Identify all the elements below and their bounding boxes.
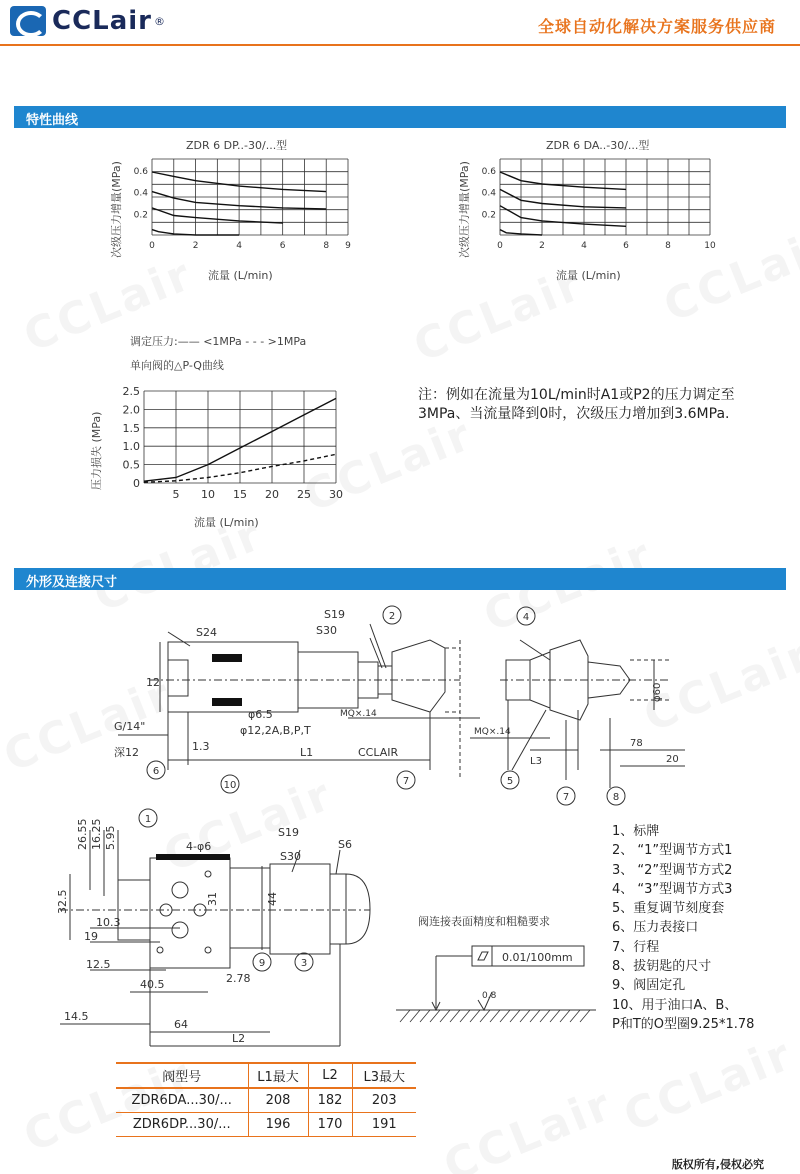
registered-mark: ® bbox=[154, 14, 166, 28]
table-cell: 191 bbox=[352, 1112, 416, 1136]
logo-text: CCLair bbox=[52, 6, 153, 36]
y-tick-label: 0 bbox=[133, 477, 140, 490]
x-tick-label: 15 bbox=[233, 488, 247, 501]
end-view-drawing bbox=[470, 600, 690, 810]
y-tick-label: 2.0 bbox=[122, 403, 140, 417]
page-header bbox=[0, 0, 800, 46]
y-tick-label: 0.5 bbox=[122, 458, 140, 472]
dim-label: 深12 bbox=[114, 746, 139, 759]
x-tick-label: 25 bbox=[297, 488, 311, 501]
dim-label: 4-φ6 bbox=[186, 840, 212, 853]
legend-item: 2、 “1”型调节方式1 bbox=[612, 843, 733, 859]
brand-logo bbox=[10, 6, 165, 36]
logo-icon bbox=[10, 6, 46, 36]
dim-label: S19 bbox=[278, 826, 299, 839]
chart-check-valve bbox=[110, 385, 350, 510]
dim-label: G/14" bbox=[114, 720, 146, 733]
x-tick-label: 10 bbox=[201, 488, 215, 501]
watermark bbox=[617, 1029, 800, 1143]
section-bar-dimensions bbox=[14, 568, 786, 590]
callout-2: 2 bbox=[388, 611, 396, 622]
section-title: 外形及连接尺寸 bbox=[26, 575, 118, 590]
section-title: 特性曲线 bbox=[26, 113, 79, 128]
x-tick-label: 4 bbox=[581, 241, 587, 251]
table-header-row bbox=[116, 1064, 416, 1088]
legend-item: P和T的O型圈9.25*1.78 bbox=[612, 1016, 755, 1032]
chart-legend: 调定压力:—— <1MPa - - - >1MPa bbox=[130, 335, 307, 348]
y-tick-label: 1.5 bbox=[122, 421, 140, 435]
watermark bbox=[437, 1079, 620, 1174]
table-cell: 203 bbox=[352, 1088, 416, 1112]
x-tick-label: 2 bbox=[539, 241, 545, 251]
dim-label: 19 bbox=[84, 930, 98, 943]
surface-title: 阀连接表面精度和粗糙要求 bbox=[418, 915, 550, 928]
legend-item: 3、 “2”型调节方式2 bbox=[612, 862, 733, 878]
dim-label: 20 bbox=[666, 754, 679, 765]
dim-label: L3 bbox=[530, 756, 542, 767]
callout-7: 7 bbox=[562, 792, 570, 803]
dim-label: S6 bbox=[338, 838, 352, 851]
legend-item: 9、阀固定孔 bbox=[612, 978, 686, 994]
dimension-table bbox=[116, 1064, 416, 1137]
chart-dp bbox=[130, 155, 370, 255]
x-tick-label: 20 bbox=[265, 488, 279, 501]
legend-item: 10、用于油口A、B、 bbox=[612, 997, 738, 1013]
dim-label: MQ×.14 bbox=[474, 727, 511, 737]
tolerance-value: 0.01/100mm bbox=[502, 951, 573, 964]
x-tick-label: 6 bbox=[279, 241, 286, 251]
table-cell: ZDR6DA...30/... bbox=[116, 1088, 248, 1112]
copyright: 版权所有,侵权必究 bbox=[671, 1158, 764, 1171]
y-tick-label: 1.0 bbox=[122, 440, 140, 454]
x-tick-label: 6 bbox=[623, 241, 629, 251]
legend-item: 7、行程 bbox=[612, 939, 660, 955]
x-tick-label: 4 bbox=[236, 241, 242, 251]
callout-10: 10 bbox=[223, 780, 237, 791]
dim-label: 5.95 bbox=[104, 825, 117, 850]
dim-label: 31 bbox=[206, 892, 219, 906]
y-axis-label: 次级压力增量(MPa) bbox=[110, 161, 123, 258]
table-cell: 196 bbox=[248, 1112, 308, 1136]
dim-label: 12 bbox=[146, 676, 160, 689]
legend-item: 1、标牌 bbox=[612, 824, 660, 839]
x-tick-label: 0 bbox=[149, 241, 155, 251]
x-tick-label: 2 bbox=[192, 241, 199, 251]
y-tick-label: 0.2 bbox=[133, 210, 148, 221]
x-axis-label: 流量 (L/min) bbox=[208, 269, 273, 282]
dim-label: 26.55 bbox=[76, 818, 89, 850]
slogan: 全球自动化解决方案服务供应商 bbox=[537, 17, 776, 36]
table-row bbox=[116, 1088, 416, 1112]
callout-3: 3 bbox=[300, 958, 308, 969]
surface-requirement bbox=[396, 910, 596, 1030]
dim-label: L1 bbox=[300, 746, 314, 759]
table-cell: 182 bbox=[308, 1088, 352, 1112]
dim-label: S24 bbox=[196, 626, 217, 639]
dim-label: 40.5 bbox=[140, 978, 165, 991]
y-tick-label: 0.4 bbox=[481, 188, 496, 199]
table-header-cell: L2 bbox=[308, 1064, 352, 1088]
chart-title: ZDR 6 DP..-30/...型 bbox=[186, 139, 288, 152]
section-bar-curves bbox=[14, 106, 786, 128]
callout-8: 8 bbox=[612, 792, 620, 803]
top-view-drawing bbox=[40, 810, 380, 1050]
header-divider bbox=[0, 44, 800, 46]
callout-9: 9 bbox=[258, 958, 266, 969]
dim-label: 12.5 bbox=[86, 958, 111, 971]
x-tick-label: 5 bbox=[172, 488, 180, 501]
dim-label: 1.3 bbox=[192, 740, 210, 753]
table-header-cell: L1最大 bbox=[248, 1064, 308, 1088]
x-tick-label: 0 bbox=[497, 241, 503, 251]
legend-item: 5、重复调节刻度套 bbox=[612, 901, 725, 917]
dim-label: 2.78 bbox=[226, 972, 251, 985]
dim-label: φ60 bbox=[652, 682, 663, 702]
chart-da bbox=[478, 155, 718, 255]
dim-label: 32.5 bbox=[56, 889, 69, 914]
x-tick-label: 30 bbox=[329, 488, 343, 501]
table-cell: 208 bbox=[248, 1088, 308, 1112]
callout-5: 5 bbox=[506, 776, 514, 787]
y-axis-label: 次级压力增量(MPa) bbox=[458, 161, 471, 258]
dim-label: S19 bbox=[324, 608, 345, 621]
dim-label: φ12,2A,B,P,T bbox=[240, 724, 311, 737]
y-tick-label: 2.5 bbox=[122, 385, 140, 398]
x-tick-label: 8 bbox=[323, 241, 330, 251]
dim-label: 16.25 bbox=[90, 818, 103, 850]
callout-1: 1 bbox=[144, 814, 152, 825]
callout-6: 6 bbox=[152, 766, 160, 777]
x-tick-label: 9 bbox=[345, 241, 351, 251]
x-tick-label: 8 bbox=[665, 241, 671, 251]
dim-label: 44 bbox=[266, 892, 279, 906]
dim-label: MQ×.14 bbox=[340, 709, 377, 719]
table-header-cell: L3最大 bbox=[352, 1064, 416, 1088]
y-tick-label: 0.6 bbox=[133, 166, 148, 177]
dim-label: L2 bbox=[232, 1032, 246, 1045]
x-axis-label: 流量 (L/min) bbox=[556, 269, 621, 282]
dim-label: CCLAIR bbox=[358, 746, 399, 759]
dim-label: 14.5 bbox=[64, 1010, 89, 1023]
y-tick-label: 0.6 bbox=[481, 166, 496, 177]
table-header-cell: 阀型号 bbox=[116, 1064, 248, 1088]
x-axis-label: 流量 (L/min) bbox=[194, 516, 259, 529]
dim-label: 64 bbox=[174, 1018, 188, 1031]
callout-7: 7 bbox=[402, 776, 410, 787]
dim-label: 10.3 bbox=[96, 916, 121, 929]
table-cell: 170 bbox=[308, 1112, 352, 1136]
legend-item: 4、 “3”型调节方式3 bbox=[612, 881, 733, 897]
y-axis-label: 压力损失 (MPa) bbox=[90, 411, 103, 490]
dim-label: 78 bbox=[630, 738, 643, 749]
table-cell: ZDR6DP...30/... bbox=[116, 1112, 248, 1136]
side-view-drawing bbox=[100, 600, 480, 800]
callout-4: 4 bbox=[522, 612, 530, 623]
dim-label: S30 bbox=[316, 624, 337, 637]
chart-title: ZDR 6 DA..-30/...型 bbox=[546, 139, 650, 152]
legend-item: 8、拔钥匙的尺寸 bbox=[612, 959, 712, 975]
dim-label: φ6.5 bbox=[248, 708, 273, 721]
x-tick-label: 10 bbox=[704, 241, 716, 251]
table-row bbox=[116, 1112, 416, 1136]
legend-item: 6、压力表接口 bbox=[612, 920, 699, 936]
legend-list bbox=[612, 822, 754, 1034]
y-tick-label: 0.4 bbox=[133, 188, 148, 199]
dim-label: S30 bbox=[280, 850, 301, 863]
roughness-value: 0.8 bbox=[482, 991, 497, 1001]
note-text: 注：例如在流量为10L/min时A1或P2的压力调定至3MPa、当流量降到0时，次级压力增加到3.6MPa. bbox=[418, 387, 735, 422]
y-tick-label: 0.2 bbox=[481, 210, 496, 221]
chart-title: 单向阀的△P-Q曲线 bbox=[130, 359, 224, 372]
